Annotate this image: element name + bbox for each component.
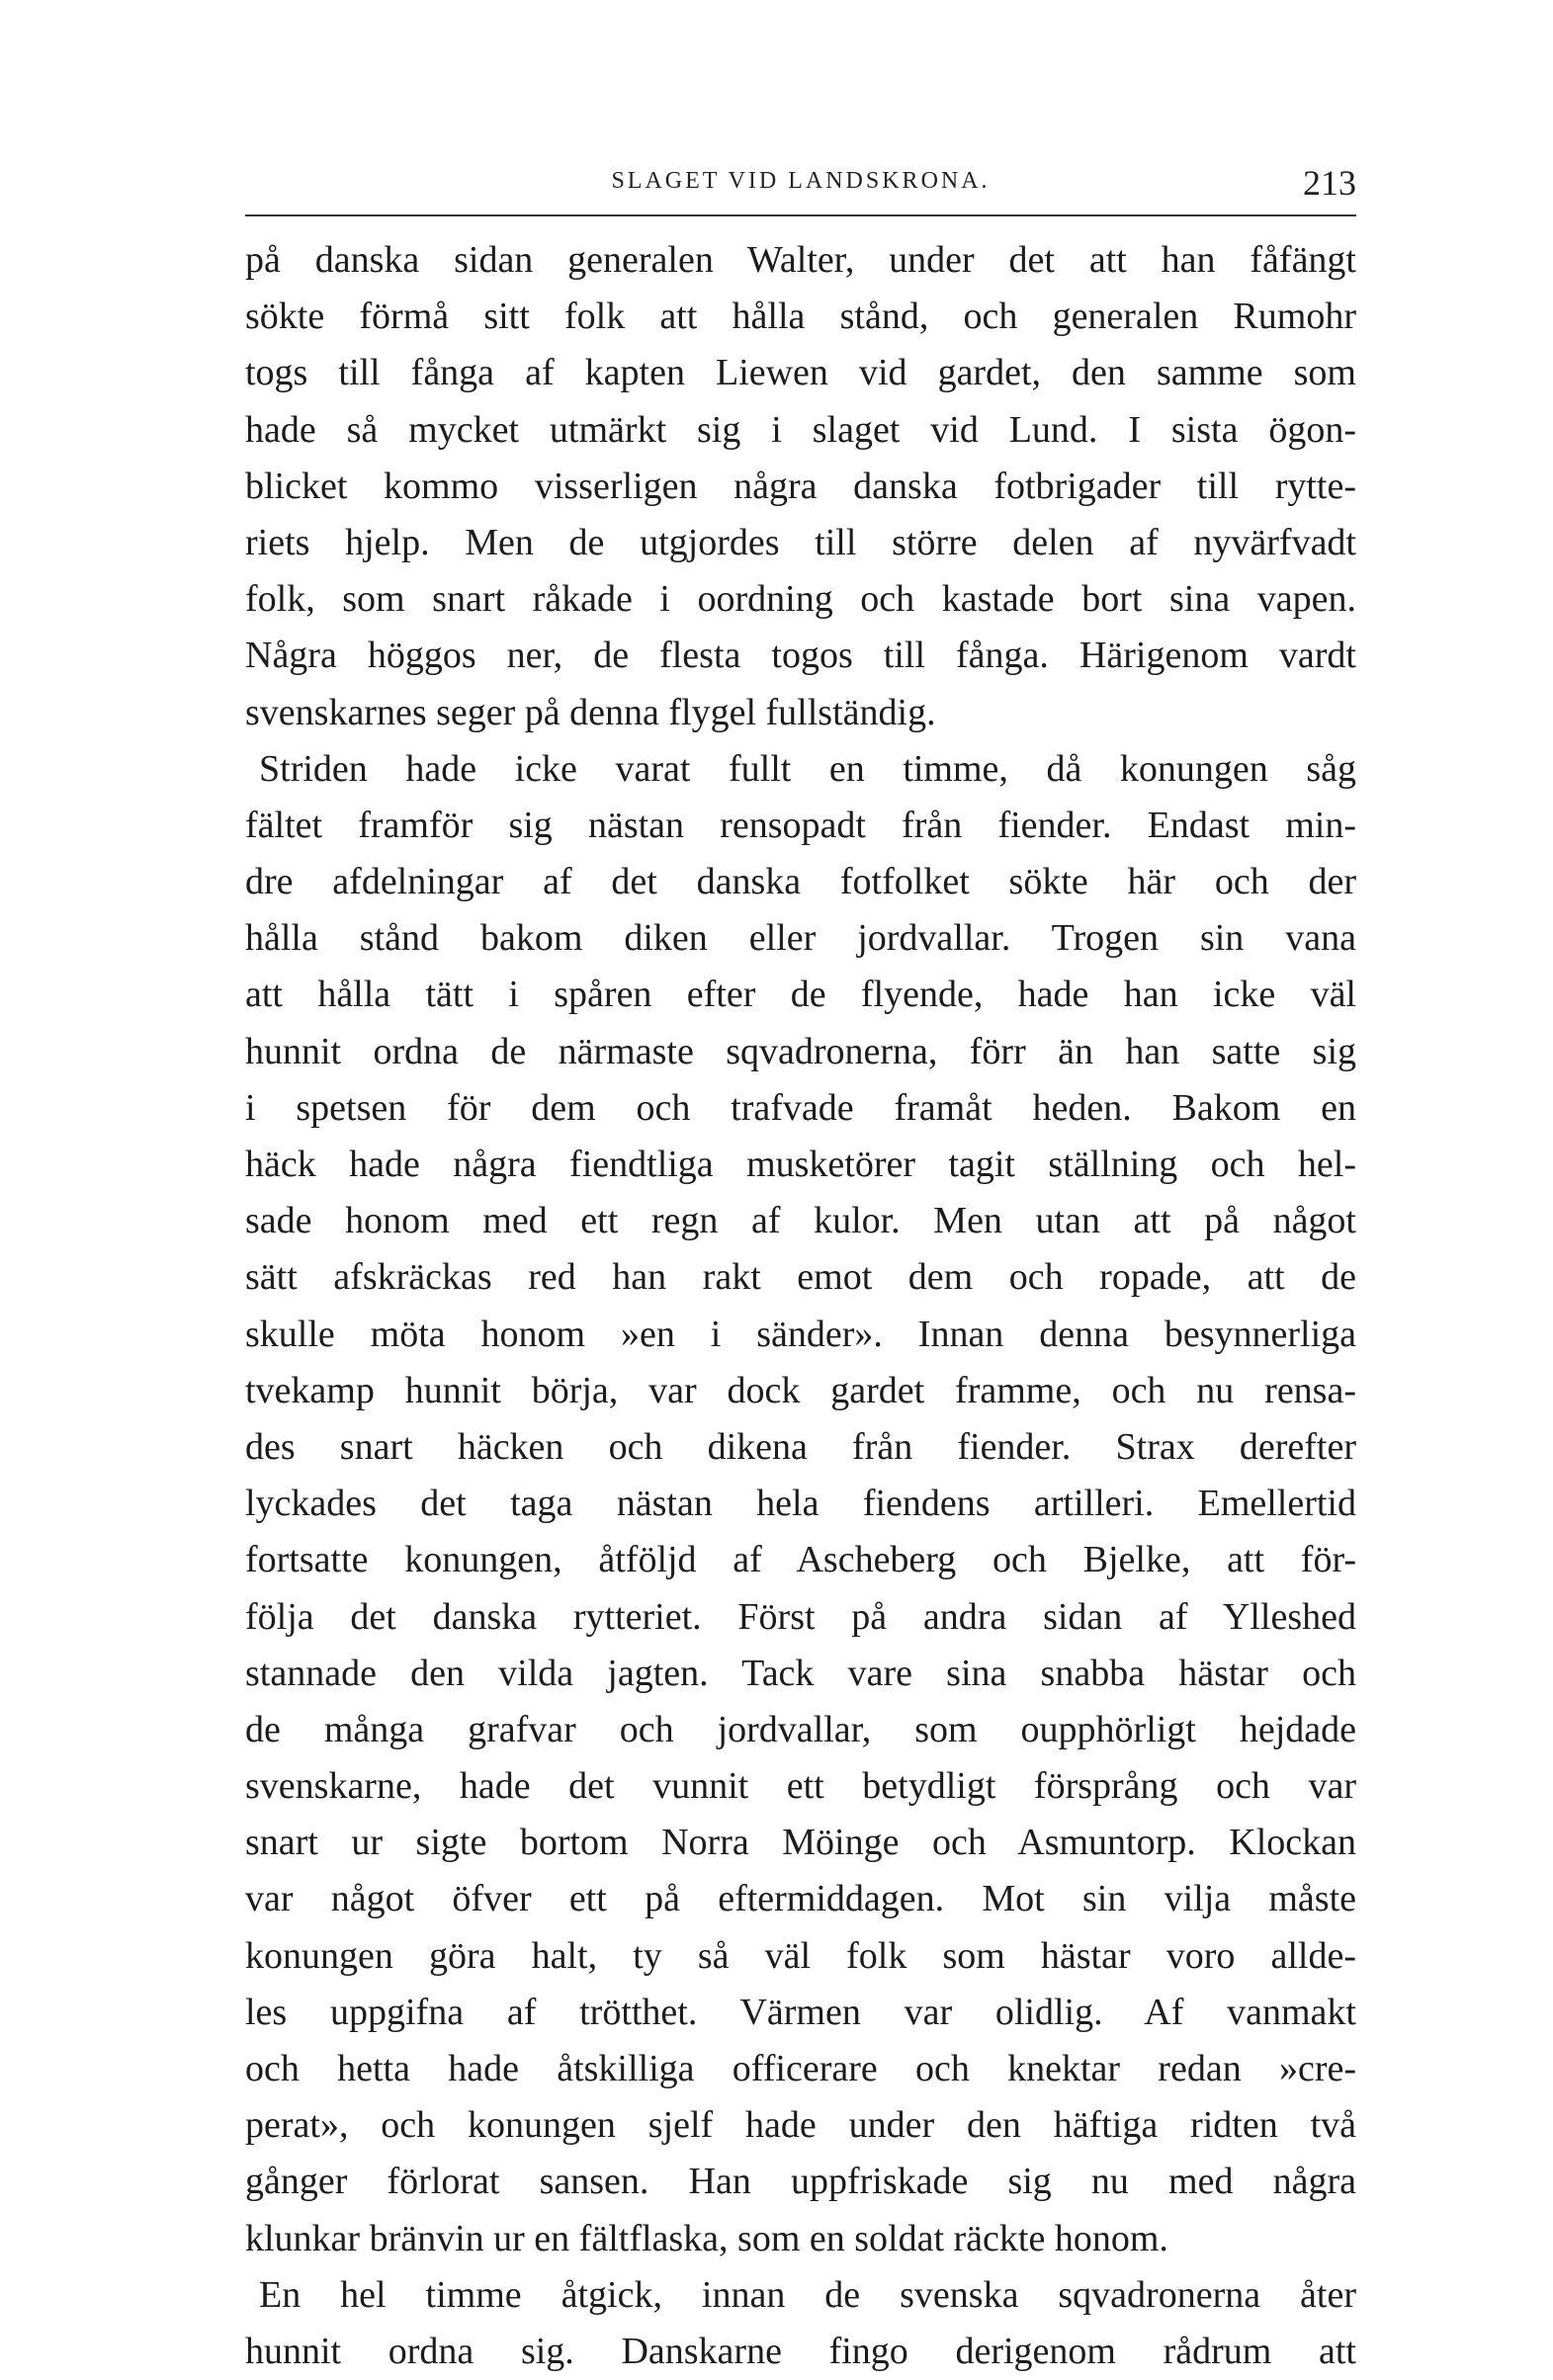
text-line: sökte förmå sitt folk att hålla stånd, och generalen Rumohr xyxy=(245,296,1356,338)
running-header xyxy=(245,158,1356,213)
text-line: fältet framför sig nästan rensopadt från fiender. Endast min- xyxy=(245,804,1356,846)
text-line: svenskarne, hade det vunnit ett betydligt försprång och var xyxy=(245,1765,1356,1808)
text-line: hålla stånd bakom diken eller jordvallar. Trogen sin vana xyxy=(245,917,1356,960)
text-line: de många grafvar och jordvallar, som oupphörligt hejdade xyxy=(245,1708,1356,1750)
text-line: blicket kommo visserligen några danska fotbrigader till rytte- xyxy=(245,465,1356,507)
text-line: Några höggos ner, de flesta togos till fånga. Härigenom vardt xyxy=(245,635,1356,677)
text-line: riets hjelp. Men de utgjordes till större delen af nyvärfvadt xyxy=(245,521,1356,563)
body-text xyxy=(245,232,1356,2380)
text-line: tvekamp hunnit börja, var dock gardet framme, och nu rensa- xyxy=(245,1369,1356,1411)
text-line: följa det danska rytteriet. Först på andra sidan af Ylleshed xyxy=(245,1595,1356,1638)
text-line: les uppgifna af trötthet. Värmen var olidlig. Af vanmakt xyxy=(245,1991,1356,2033)
text-line: konungen göra halt, ty så väl folk som hästar voro allde- xyxy=(245,1934,1356,1977)
text-line: stannade den vilda jagten. Tack vare sina snabba hästar och xyxy=(245,1652,1356,1694)
text-line: snart ur sigte bortom Norra Möinge och Asmuntorp. Klockan xyxy=(245,1822,1356,1864)
text-line: på danska sidan generalen Walter, under det att han fåfängt xyxy=(245,239,1356,281)
text-line: hunnit ordna sig. Danskarne fingo derigenom rådrum att xyxy=(245,2330,1356,2372)
text-line: lyckades det taga nästan hela fiendens artilleri. Emellertid xyxy=(245,1483,1356,1525)
text-line: dre afdelningar af det danska fotfolket sökte här och der xyxy=(245,861,1356,903)
running-title: SLAGET VID LANDSKRONA. xyxy=(611,168,991,194)
text-line: folk, som snart råkade i oordning och kastade bort sina vapen. xyxy=(245,578,1356,621)
text-line: hade så mycket utmärkt sig i slaget vid Lund. I sista ögon- xyxy=(245,408,1356,451)
text-line: i spetsen för dem och trafvade framåt heden. Bakom en xyxy=(245,1086,1356,1129)
text-line: häck hade några fiendtliga musketörer tagit ställning och hel- xyxy=(245,1144,1356,1185)
text-line: svenskarnes seger på denna flygel fullständig. xyxy=(245,691,936,733)
header-rule xyxy=(245,214,1356,216)
text-line: och hetta hade åtskilliga officerare och knektar redan »cre- xyxy=(245,2048,1356,2089)
text-line: klunkar bränvin ur en fältflaska, som en soldat räckte honom. xyxy=(245,2217,1168,2259)
text-line: perat», och konungen sjelf hade under den häftiga ridten två xyxy=(245,2104,1356,2147)
text-line: gånger förlorat sansen. Han uppfriskade sig nu med några xyxy=(245,2161,1356,2203)
text-line: fortsatte konungen, åtföljd af Ascheberg och Bjelke, att för- xyxy=(245,1539,1356,1581)
text-line: hunnit ordna de närmaste sqvadronerna, förr än han satte sig xyxy=(245,1030,1356,1072)
text-line: des snart häcken och dikena från fiender. Strax derefter xyxy=(245,1425,1356,1468)
text-line: togs till fånga af kapten Liewen vid gardet, den samme som xyxy=(245,352,1356,394)
text-line: Striden hade icke varat fullt en timme, då konungen såg xyxy=(259,747,1356,790)
text-line: att hålla tätt i spåren efter de flyende, hade han icke väl xyxy=(245,974,1356,1016)
text-line: sätt afskräckas red han rakt emot dem och ropade, att de xyxy=(245,1256,1356,1299)
text-line: skulle möta honom »en i sänder». Innan denna besynnerliga xyxy=(245,1313,1356,1355)
text-line: sade honom med ett regn af kulor. Men utan att på något xyxy=(245,1200,1356,1242)
page-number: 213 xyxy=(1303,163,1356,203)
text-line: En hel timme åtgick, innan de svenska sqvadronerna åter xyxy=(259,2273,1356,2316)
text-line: var något öfver ett på eftermiddagen. Mot sin vilja måste xyxy=(245,1878,1356,1920)
